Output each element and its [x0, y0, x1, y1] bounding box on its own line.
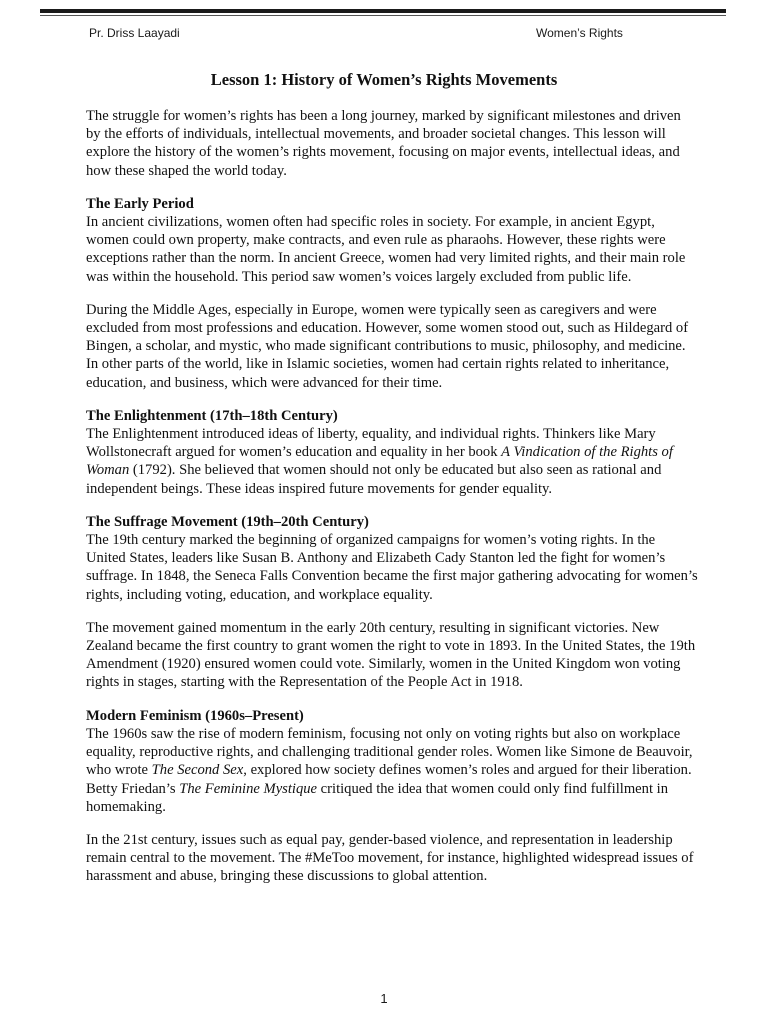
paragraph: In ancient civilizations, women often had specific roles in society. For example, in ancient Egypt, women could own property, make contracts, and even rule as pharaohs. However, these rights were exceptions rather than the norm. In ancient Greece, women had very limited rights, and their main role was within the household. This period saw women’s voices largely excluded from public life.: [86, 214, 686, 285]
section-heading: The Suffrage Movement (19th–20th Century): [86, 513, 369, 530]
section-enlightenment: [86, 407, 698, 498]
paragraph: [86, 425, 698, 498]
paragraph: [86, 725, 698, 816]
paragraph: During the Middle Ages, especially in Europe, women were typically seen as caregivers and were excluded from most professions and education. However, some women stood out, such as Hildegard of Bingen, a scholar, and mystic, who made significant contributions to music, philosophy, and medicine. In other parts of the world, like in Islamic societies, women had certain rights related to inheritance, education, and business, which were advanced for their time.: [86, 301, 689, 391]
header-subject: Women’s Rights: [536, 26, 623, 40]
paragraph: In the 21st century, issues such as equal pay, gender-based violence, and representation in leadership remain central to the movement. The #MeToo movement, for instance, highlighted widespread issues of harassment and abuse, bringing these discussions to global attention.: [86, 831, 694, 885]
intro-paragraph: The struggle for women’s rights has been a long journey, marked by significant milestones and driven by the efforts of individuals, intellectual movements, and broader societal changes. This lesson will explore the history of the women’s rights movement, focusing on major events, intellectual ideas, and how these shaped the world today.: [86, 108, 681, 179]
book-title: A Vindication of the Rights of Woman: [86, 444, 673, 479]
page-title: Lesson 1: History of Women’s Rights Movements: [210, 70, 558, 89]
text-run: The 1960s saw the rise of modern feminism, focusing not only on voting rights but also on workplace equality, reproductive rights, and challenging traditional gender roles. Women like Simone de Beauvoir, who wrote: [86, 725, 693, 779]
page-number: 1: [380, 991, 388, 1006]
book-title: The Feminine Mystique: [179, 780, 318, 797]
top-rule-thin: [40, 15, 726, 16]
book-title: The Second Sex: [151, 762, 244, 779]
text-run: , explored how society defines women’s roles and argued for their liberation. Betty Friedan’s: [86, 762, 692, 797]
section-modern-feminism: [86, 707, 698, 886]
section-heading: The Enlightenment (17th–18th Century): [86, 407, 338, 424]
document-body: [86, 107, 698, 901]
paragraph: The 19th century marked the beginning of organized campaigns for women’s voting rights. In the United States, leaders like Susan B. Anthony and Elizabeth Cady Stanton led the fight for women’s suffrage. In 1848, the Seneca Falls Convention became the first major gathering advocating for women’s rights, including voting, education, and workplace equality.: [86, 532, 698, 603]
section-heading: Modern Feminism (1960s–Present): [86, 707, 304, 724]
text-run: The Enlightenment introduced ideas of liberty, equality, and individual rights. Thinkers like Mary Wollstonecraft argued for women’s education and equality in her book: [86, 426, 656, 461]
text-run: critiqued the idea that women could only find fulfillment in homemaking.: [86, 780, 669, 815]
section-heading: The Early Period: [86, 195, 194, 212]
paragraph: The movement gained momentum in the early 20th century, resulting in significant victories. New Zealand became the first country to grant women the right to vote in 1893. In the United States, the 19th Amendment (1920) ensured women could vote. Similarly, women in the United Kingdom won voting rights in stages, starting with the Representation of the People Act in 1918.: [86, 619, 696, 691]
text-run: (1792). She believed that women should not only be educated but also seen as rational and independent beings. These ideas inspired future movements for gender equality.: [86, 462, 662, 497]
section-early-period: [86, 195, 698, 392]
header-author: Pr. Driss Laayadi: [89, 26, 180, 40]
section-suffrage: [86, 513, 698, 692]
top-rule: [40, 9, 726, 13]
